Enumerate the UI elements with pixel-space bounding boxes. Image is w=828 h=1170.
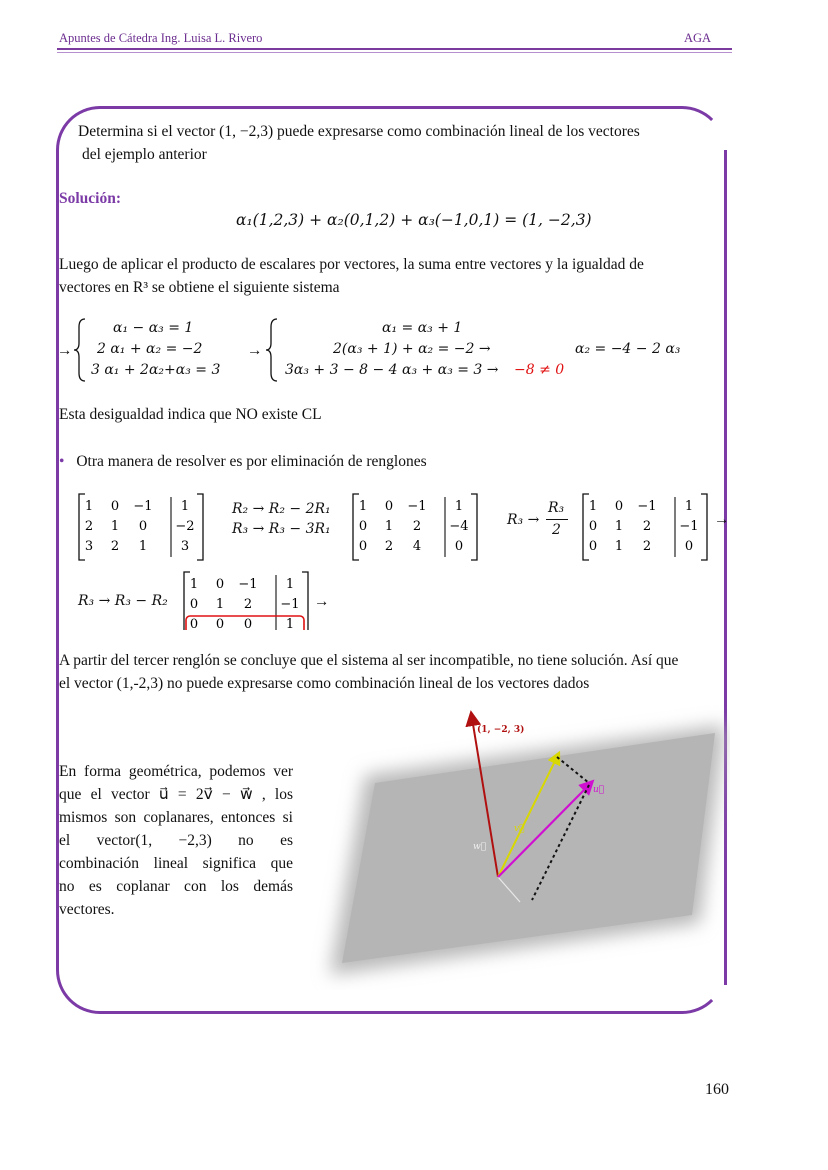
left-brace-icon [73,317,89,383]
system-left-eq1: α₁ − α₃ = 1 [113,320,194,336]
matrix-2-right-bracket [471,494,477,560]
system-arrow-left: → [57,342,73,359]
matrix-3-cell: 1 [684,499,694,514]
vector-red-label: (1, −2, 3) [477,725,525,735]
paragraph-2-line-1: A partir del tercer renglón se concluye que el sistema al ser incompatible, no tiene solución. Así que [59,652,679,669]
matrix-4-cell: 1 [215,597,225,612]
matrix-1-cell: 1 [84,499,94,514]
operation-scale-num: R₃ [548,500,565,516]
matrix-4-cell: 1 [285,577,295,592]
page-number: 160 [705,1081,729,1098]
matrix-1-cell: −1 [133,499,153,514]
equation-system [57,317,737,383]
matrix-3-right-bracket [701,494,707,560]
matrix-2-cell: 1 [454,499,464,514]
matrix-3-cell: −1 [637,499,657,514]
matrix-4-cell: 0 [189,617,199,630]
problem-line-1: Determina si el vector (1, −2,3) puede expresarse como combinación lineal de los vectores [78,123,640,140]
system-arrow-right: → [247,342,263,359]
matrix-1-right-bracket [197,494,203,560]
matrix-1-cell: 1 [138,539,148,554]
matrix-3-cell: −1 [679,519,699,534]
operation-r2: R₂ → R₂ − 2R₁ [232,501,331,517]
matrix-2-cell: −4 [449,519,469,534]
geom-line-7: vectores. [59,901,115,918]
matrix-1-cell: −2 [175,519,195,534]
matrix-3-cell: 2 [642,539,652,554]
matrix-3-cell: 1 [588,499,598,514]
geom-line-3: mismos son coplanares, entonces si [59,809,293,826]
matrix-2-cell: 4 [412,539,422,554]
bullet-item [59,450,427,473]
geom-line-5: combinación lineal significa que [59,855,293,872]
matrix-1-cell: 3 [84,539,94,554]
matrix-2-cell: 0 [358,539,368,554]
matrix-4-cell: 2 [243,597,253,612]
matrix-2-cell: 0 [454,539,464,554]
matrix-3-cell: 1 [614,519,624,534]
header-title: Apuntes de Cátedra Ing. Luisa L. Rivero [59,31,263,45]
system-left-eq3: 3 α₁ + 2α₂+α₃ = 3 [91,362,221,378]
paragraph-2-line-2: el vector (1,-2,3) no puede expresarse como combinación lineal de los vectores dados [59,675,590,692]
system-right-eq1: α₁ = α₃ + 1 [382,320,463,336]
matrix-4-cell: 1 [285,617,295,630]
problem-line-2: del ejemplo anterior [82,146,207,163]
operation-scale-den: 2 [552,522,561,538]
matrix-3-cell: 0 [588,539,598,554]
system-right-eq2: 2(α₃ + 1) + α₂ = −2 → [333,341,491,357]
paragraph-1-line-2: vectores en R³ se obtiene el siguiente sistema [59,279,340,296]
geom-line-1: En forma geométrica, podemos ver [59,763,293,780]
arrow-next: → [714,511,730,528]
operation-scale-label: R₃ → [507,512,540,528]
matrix-2-cell: 1 [384,519,394,534]
matrix-2-cell: 0 [358,519,368,534]
paragraph-1-line-1: Luego de aplicar el producto de escalares por vectores, la suma entre vectores y la igualdad de [59,256,644,273]
matrix-1-cell: 2 [84,519,94,534]
coplanar-figure [310,705,730,990]
header-section: AGA [684,31,712,45]
conclusion-no-cl: Esta desigualdad indica que NO existe CL [59,406,322,423]
header-rule [57,48,732,50]
geom-line-4: el vector(1, −2,3) no es [59,832,293,849]
matrix-3-cell: 0 [588,519,598,534]
matrix-3-cell: 0 [684,539,694,554]
operation-r3-minus-r2: R₃ → R₃ − R₂ [78,593,168,609]
matrix-4-right-bracket [302,572,308,630]
matrix-2-cell: 2 [384,539,394,554]
matrix-3-cell: 0 [614,499,624,514]
matrix-4-cell: 0 [215,617,225,630]
vector-w-label: w⃗ [473,842,487,852]
matrix-2-cell: 2 [412,519,422,534]
matrix-1-cell: 2 [110,539,120,554]
operation-r3: R₃ → R₃ − 3R₁ [232,521,331,537]
bullet-icon: • [59,453,65,470]
matrix-1-cell: 1 [110,519,120,534]
matrix-4-cell: 0 [243,617,253,630]
system-left-eq2: 2 α₁ + α₂ = −2 [97,341,203,357]
matrix-4-cell: 0 [189,597,199,612]
matrix-4-cell: 0 [215,577,225,592]
matrix-4-cell: −1 [280,597,300,612]
system-right-eq2b: α₂ = −4 − 2 α₃ [575,341,681,357]
matrix-2-cell: −1 [407,499,427,514]
system-contradiction: −8 ≠ 0 [514,362,565,378]
matrix-4-cell: −1 [238,577,258,592]
right-brace-icon [265,317,281,383]
vector-u-label: u⃗ [593,785,605,795]
system-right-eq3: 3α₃ + 3 − 8 − 4 α₃ + α₃ = 3 → [285,362,499,378]
geom-line-2: que el vector u⃗ = 2v⃗ − w⃗ , los [59,786,293,803]
geom-line-6: no es coplanar con los demás [59,878,293,895]
solution-label: Solución: [59,190,122,207]
matrix-1-cell: 0 [110,499,120,514]
matrix-2-cell: 1 [358,499,368,514]
matrix-3-cell: 1 [614,539,624,554]
matrix-1-cell: 3 [180,539,190,554]
matrix-3-cell: 2 [642,519,652,534]
vector-v-label: v⃗ [514,824,525,834]
header-rule-thin [57,52,732,53]
geometric-paragraph [59,760,293,921]
matrix-1-cell: 1 [180,499,190,514]
matrix-4-cell: 1 [189,577,199,592]
bullet-text: Otra manera de resolver es por eliminación de renglones [76,453,427,470]
arrow-final: → [314,593,330,610]
matrix-2-cell: 0 [384,499,394,514]
matrix-1-cell: 0 [138,519,148,534]
main-equation: α₁(1,2,3) + α₂(0,1,2) + α₃(−1,0,1) = (1, −2,3) [236,211,592,229]
